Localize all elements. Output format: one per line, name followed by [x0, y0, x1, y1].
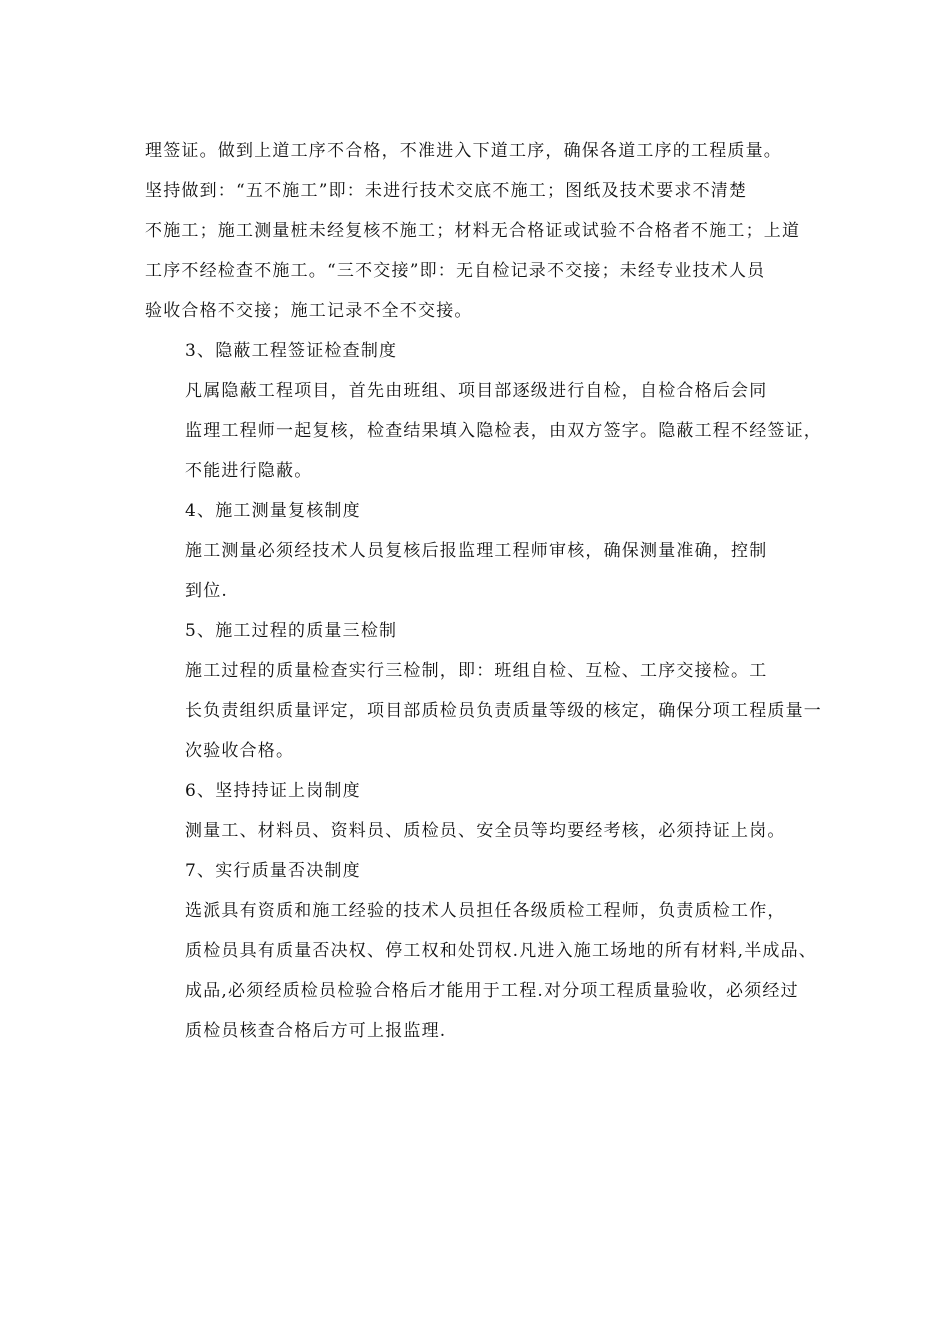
paragraph-line: 成品,必须经质检员检验合格后才能用于工程.对分项工程质量验收，必须经过: [185, 981, 799, 1001]
paragraph-line: 理签证。做到上道工序不合格，不准进入下道工序，确保各道工序的工程质量。: [145, 141, 782, 161]
paragraph: [145, 891, 818, 1051]
section-heading: 7、实行质量否决制度: [185, 861, 361, 881]
section-heading: 5、施工过程的质量三检制: [185, 621, 398, 641]
paragraph-line: 到位.: [185, 581, 229, 601]
paragraph-line: 坚持做到：“五不施工”即：未进行技术交底不施工；图纸及技术要求不清楚: [145, 181, 748, 201]
paragraph-line: 验收合格不交接；施工记录不全不交接。: [145, 301, 473, 321]
section-heading: 4、施工测量复核制度: [185, 501, 361, 521]
paragraph: [145, 371, 822, 491]
section-heading: 6、坚持持证上岗制度: [185, 781, 361, 801]
paragraph-line: 质检员核查合格后方可上报监理.: [185, 1021, 447, 1041]
paragraph: [145, 811, 815, 851]
paragraph-line: 次验收合格。: [185, 741, 295, 761]
paragraph-line: 施工过程的质量检查实行三检制，即：班组自检、互检、工序交接检。工: [185, 661, 768, 681]
paragraph-line: 施工测量必须经技术人员复核后报监理工程师审核，确保测量准确，控制: [185, 541, 768, 561]
paragraph-line: 质检员具有质量否决权、停工权和处罚权.凡进入施工场地的所有材料,半成品、: [185, 941, 818, 961]
document-body: [145, 131, 822, 1051]
paragraph-line: 测量工、材料员、资料员、质检员、安全员等均要经考核，必须持证上岗。: [185, 821, 786, 841]
paragraph: [145, 131, 815, 331]
paragraph-line: 长负责组织质量评定，项目部质检员负责质量等级的核定，确保分项工程质量一: [185, 701, 822, 721]
paragraph-line: 监理工程师一起复核，检查结果填入隐检表，由双方签字。隐蔽工程不经签证，: [185, 421, 822, 441]
paragraph-line: 凡属隐蔽工程项目，首先由班组、项目部逐级进行自检，自检合格后会同: [185, 381, 768, 401]
paragraph-line: 不施工；施工测量桩未经复核不施工；材料无合格证或试验不合格者不施工；上道: [145, 221, 801, 241]
section-heading: 3、隐蔽工程签证检查制度: [185, 341, 398, 361]
paragraph-line: 选派具有资质和施工经验的技术人员担任各级质检工程师，负责质检工作，: [185, 901, 786, 921]
paragraph-line: 不能进行隐蔽。: [185, 461, 313, 481]
paragraph-line: 工序不经检查不施工。“三不交接”即：无自检记录不交接；未经专业技术人员: [145, 261, 766, 281]
paragraph: [145, 531, 815, 611]
paragraph: [145, 651, 822, 771]
